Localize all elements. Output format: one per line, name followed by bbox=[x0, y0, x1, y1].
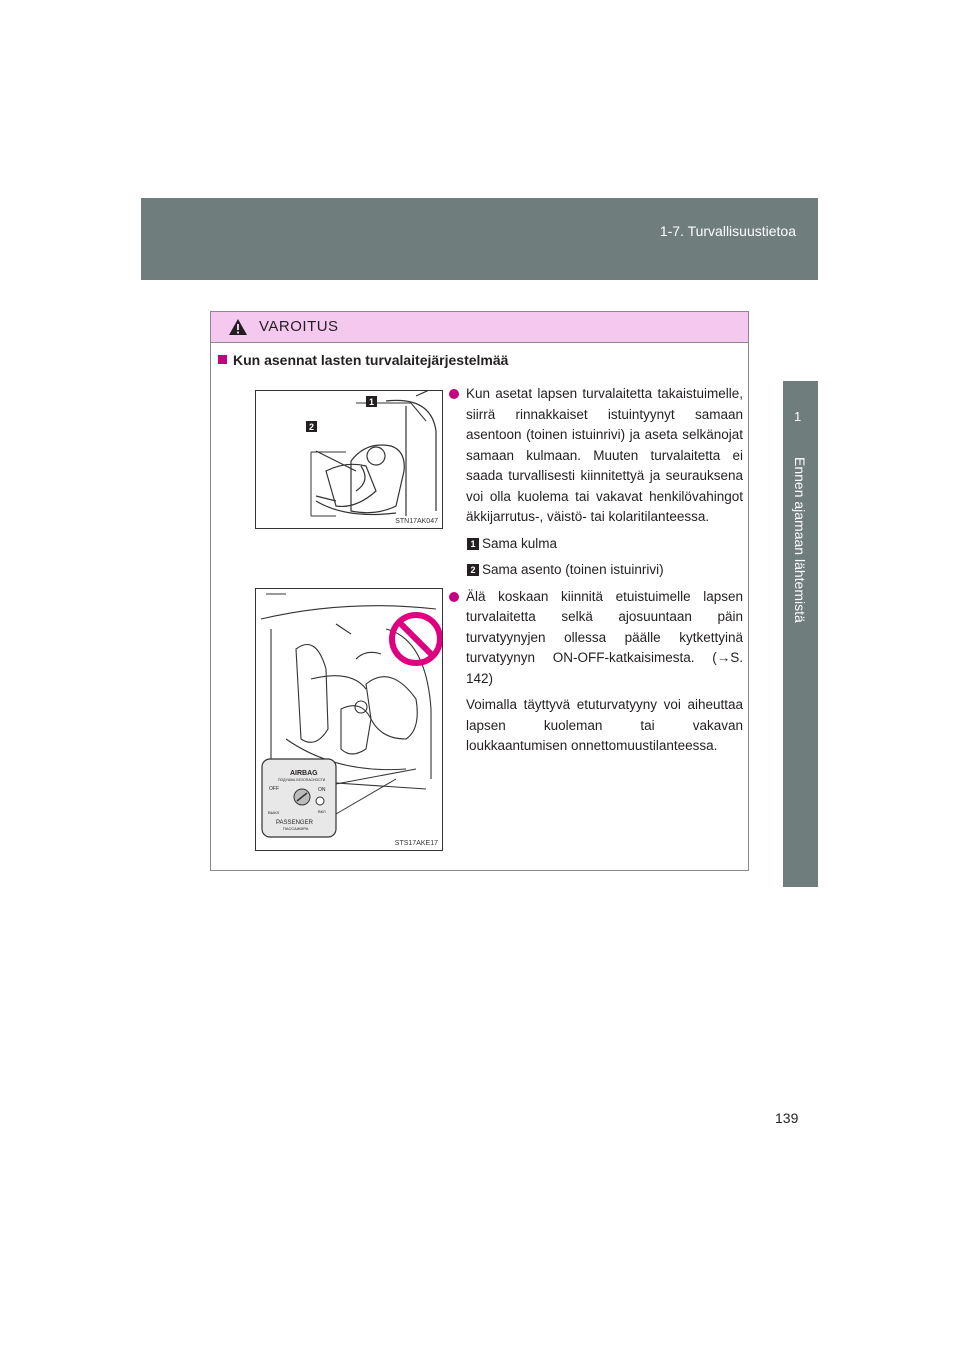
page-number: 139 bbox=[775, 1110, 799, 1126]
front-airbag-illustration bbox=[256, 589, 442, 850]
warning-title: VAROITUS bbox=[259, 318, 339, 335]
airbag-panel-on: ON bbox=[318, 787, 326, 793]
airbag-panel-passenger-ru: ПАССАЖИРА bbox=[283, 826, 309, 831]
text-column-1 bbox=[448, 384, 743, 757]
front-seat-airbag-figure bbox=[255, 588, 443, 851]
bullet-icon bbox=[449, 592, 459, 602]
bullet-front-seat bbox=[448, 587, 743, 690]
item2-label: Sama asento (toinen istuinrivi) bbox=[482, 562, 664, 577]
section-heading-text: Kun asennat lasten turvalaitejärjestelmää bbox=[233, 352, 509, 368]
number-badge-2: 2 bbox=[467, 564, 479, 576]
bullet1-text: Kun asetat lapsen turvalaitetta takaistuimelle, siirrä rinnakkaiset istuintyynyt samaan asentoon (toinen istuinrivi) ja aseta selkänojat samaan kulmaan. Muuten turvalaitetta ei saada turvallisesti kiinnitettyä ja seurauksena voi olla kuolema tai vakavat henkilövahingot äkkijarrutus-, väistö- tai kolaritilanteessa. bbox=[466, 386, 743, 524]
rear-seat-illustration bbox=[256, 391, 442, 528]
numbered-item-2 bbox=[466, 560, 743, 581]
airbag-panel-on-ru: ВКЛ bbox=[318, 809, 326, 814]
bullet-icon bbox=[449, 389, 459, 399]
item1-label: Sama kulma bbox=[482, 535, 558, 551]
airbag-panel-off-ru: ВЫКЛ bbox=[268, 810, 280, 815]
child-seat-rear-figure bbox=[255, 390, 443, 529]
airbag-panel-off: OFF bbox=[269, 786, 279, 792]
numbered-item-1 bbox=[466, 534, 743, 555]
chapter-title: Ennen ajamaan lähtemistä bbox=[792, 457, 808, 623]
airbag-panel-passenger: PASSENGER bbox=[276, 820, 313, 826]
warning-triangle-icon bbox=[228, 318, 248, 336]
bullet-rear-seat bbox=[448, 384, 743, 528]
chapter-strip bbox=[783, 449, 818, 887]
section-title: 1-7. Turvallisuustietoa bbox=[659, 223, 796, 239]
svg-text:2: 2 bbox=[309, 422, 315, 432]
bullet2-note: Voimalla täyttyvä etuturvatyyny voi aiheuttaa lapsen kuoleman tai vakavan loukkaantumisen onnettomuustilanteessa. bbox=[466, 697, 743, 753]
airbag-panel-title-ru: ПОДУШКА БЕЗОПАСНОСТИ bbox=[278, 778, 326, 782]
chapter-tab bbox=[783, 381, 818, 449]
airbag-panel-title: AIRBAG bbox=[290, 770, 318, 777]
figure1-code: STN17AK047 bbox=[395, 518, 438, 525]
svg-text:1: 1 bbox=[369, 397, 375, 407]
bullet2-text: Älä koskaan kiinnitä etuistuimelle lapsen turvalaitetta selkä ajosuuntaan päin turvatyynyjen ollessa päälle kytkettyinä turvatyynyn ON-OFF-katkaisimesta. (→S. 142) bbox=[466, 588, 743, 686]
section-marker-icon bbox=[218, 355, 227, 364]
number-badge-1: 1 bbox=[467, 538, 479, 550]
figure2-code: STS17AKE17 bbox=[394, 840, 438, 847]
warning-box bbox=[210, 311, 749, 871]
warning-header bbox=[211, 312, 748, 343]
header-band bbox=[141, 198, 818, 280]
chapter-number: 1 bbox=[794, 409, 802, 424]
section-heading bbox=[218, 352, 508, 368]
